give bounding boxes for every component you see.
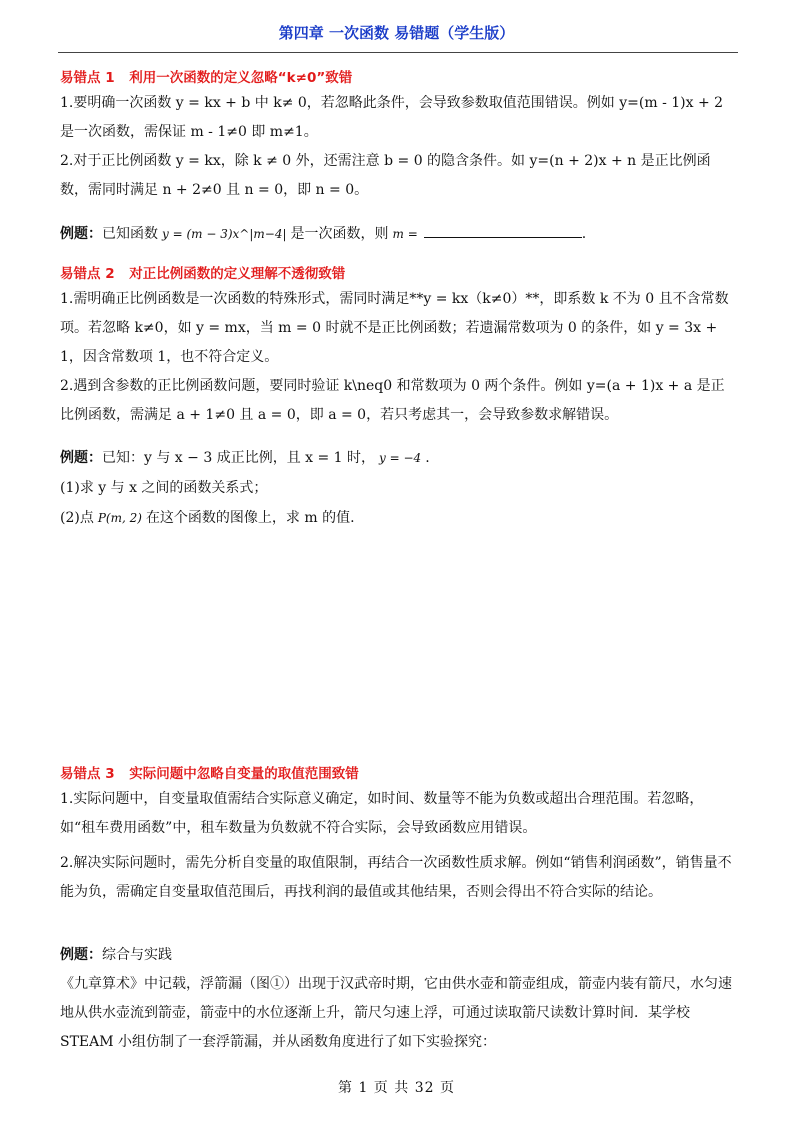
question-2 — [60, 507, 355, 529]
example-end: . — [581, 226, 587, 242]
section2-heading — [60, 262, 345, 282]
section1-paragraph-1: 1.要明确一次函数 y = kx + b 中 k≠ 0，若忽略此条件，会导致参数取值范围错误。例如 y=(m - 1)x + 2 是一次函数，需保证 m - 1≠0 即 m≠1。 — [60, 95, 724, 140]
question-1: (1)求 y 与 x 之间的函数关系式； — [60, 480, 268, 496]
section1-paragraph-2: 2.对于正比例函数 y = kx，除 k ≠ 0 外，还需注意 b = 0 的隐含条件。如 y=(n + 2)x + n 是正比例函数，需同时满足 n + 2≠0 且 n = 0，即 n = 0。 — [60, 153, 711, 198]
example-text: 综合与实践 — [102, 947, 172, 963]
example-text: 已知：y 与 x − 3 成正比例，且 x = 1 时， — [102, 450, 376, 466]
section3-heading — [60, 762, 359, 782]
header-divider — [58, 52, 738, 53]
example-formula: y = (m − 3)x^|m−4| — [162, 227, 287, 241]
example-mid: 是一次函数，则 — [290, 226, 389, 242]
page-footer: 第 1 页 共 32 页 — [338, 1080, 455, 1096]
section1-example — [60, 223, 586, 245]
section3-number: 易错点 3 — [60, 766, 115, 782]
example-variable: m = — [392, 227, 418, 241]
page-header-title: 第四章 一次函数 易错题（学生版） — [278, 24, 515, 42]
example-label: 例题： — [60, 226, 102, 242]
question-2-prefix: (2)点 — [60, 510, 94, 526]
section3-paragraph-3: 《九章算术》中记载，浮箭漏（图①）出现于汉武帝时期，它由供水壶和箭壶组成，箭壶内装有箭尺，水匀速地从供水壶流到箭壶，箭壶中的水位逐渐上升，箭尺匀速上浮，可通过读取箭尺读数计算时间．某学校 STEAM 小组仿制了一套浮箭漏，并从函数角度进行了如下实验探究： — [60, 976, 732, 1050]
section1-heading — [60, 66, 352, 86]
section3-example — [60, 944, 172, 966]
section2-title: 对正比例函数的定义理解不透彻致错 — [129, 266, 346, 282]
section1-title: 利用一次函数的定义忽略“k≠0”致错 — [129, 70, 353, 86]
section2-number: 易错点 2 — [60, 266, 115, 282]
section3-paragraph-1: 1.实际问题中，自变量取值需结合实际意义确定，如时间、数量等不能为负数或超出合理范围。若忽略，如“租车费用函数”中，租车数量为负数就不符合实际，会导致函数应用错误。 — [60, 791, 704, 836]
section2-paragraph-1: 1.需明确正比例函数是一次函数的特殊形式，需同时满足**y = kx（k≠0）**，即系数 k 不为 0 且不含常数项。若忽略 k≠0，如 y = mx，当 m = 0 时就不是正比例函数；若遗漏常数项为 0 的条件，如 y = 3x + 1，因含常数项 1，也不符合定义。 — [60, 291, 729, 365]
section3-title: 实际问题中忽略自变量的取值范围致错 — [129, 766, 359, 782]
example-prefix: 已知函数 — [102, 226, 158, 242]
example-label: 例题： — [60, 450, 102, 466]
section2-paragraph-2: 2.遇到含参数的正比例函数问题，要同时验证 k\neq0 和常数项为 0 两个条件。例如 y=(a + 1)x + a 是正比例函数，需满足 a + 1≠0 且 a = 0，即 a = 0，若只考虑其一，会导致参数求解错误。 — [60, 378, 725, 423]
section1-number: 易错点 1 — [60, 70, 115, 86]
section2-example — [60, 447, 430, 469]
example-formula: y = −4 — [379, 451, 422, 465]
example-label: 例题： — [60, 947, 102, 963]
example-end: . — [425, 450, 430, 466]
question-2-formula: P(m, 2) — [97, 511, 142, 525]
answer-blank — [424, 223, 582, 238]
section3-paragraph-2: 2.解决实际问题时，需先分析自变量的取值限制，再结合一次函数性质求解。例如“销售利润函数”，销售量不能为负，需确定自变量取值范围后，再找利润的最值或其他结果，否则会得出不符合实际的结论。 — [60, 855, 732, 900]
question-2-suffix: 在这个函数的图像上，求 m 的值. — [145, 510, 355, 526]
